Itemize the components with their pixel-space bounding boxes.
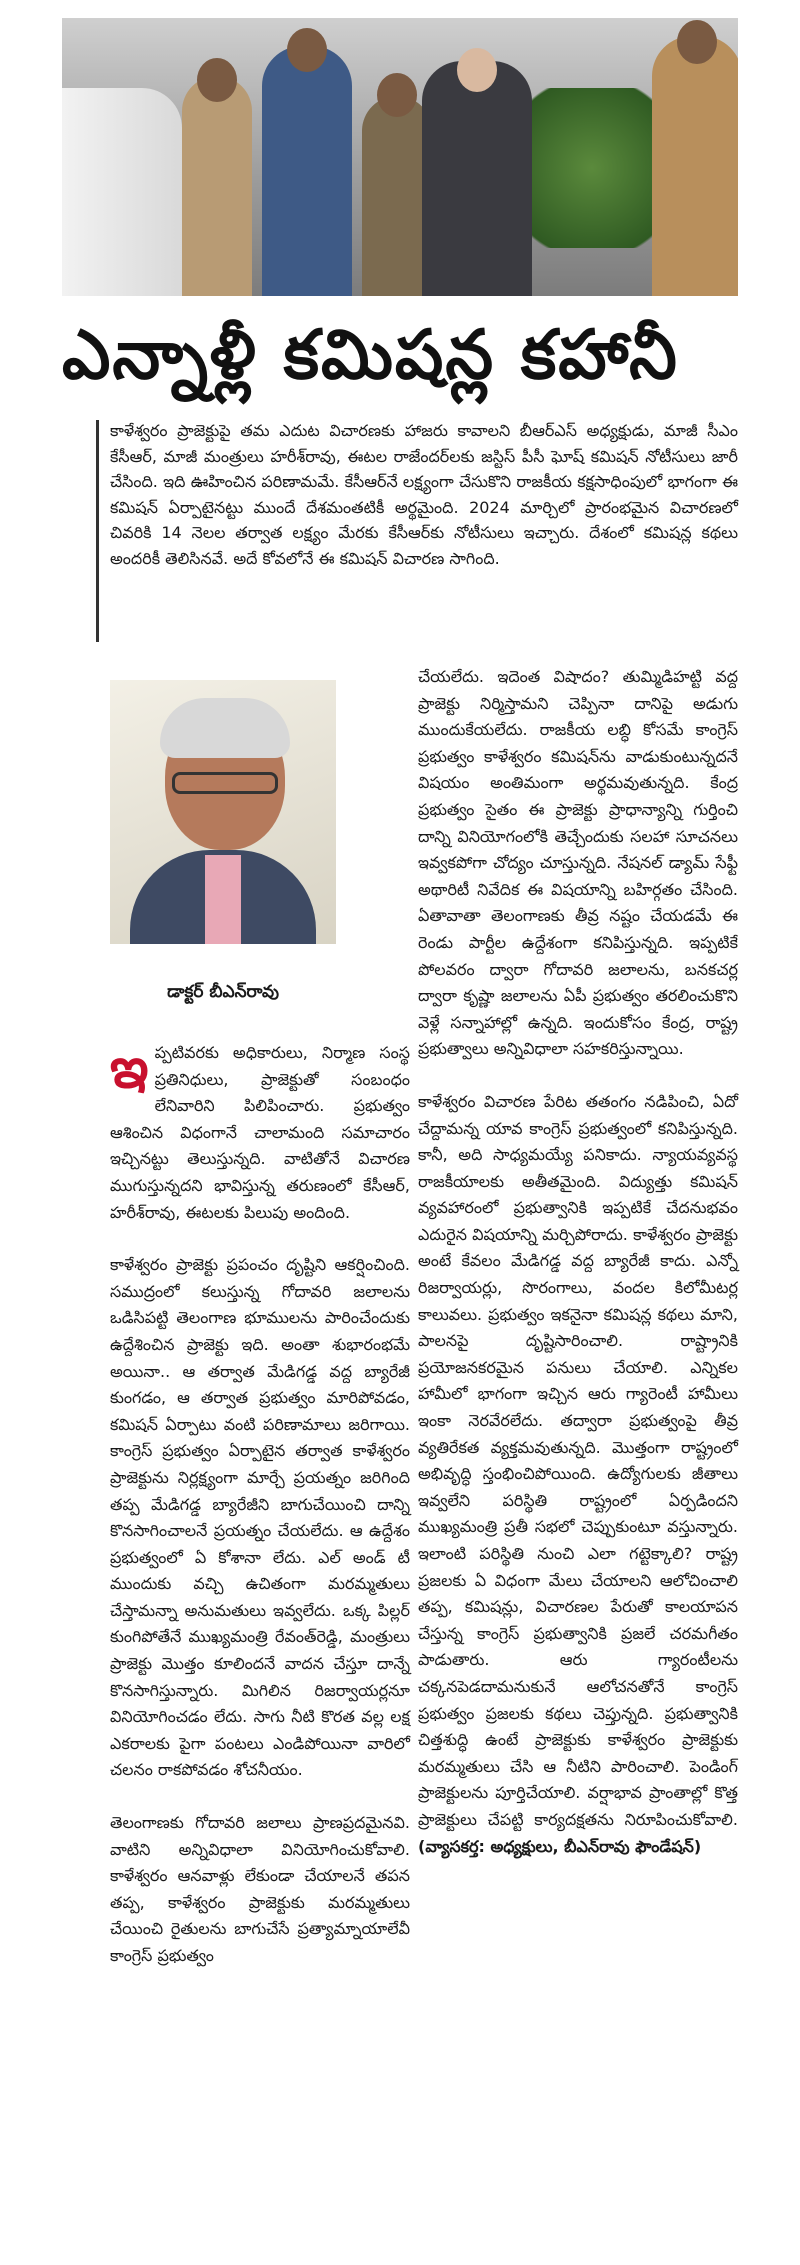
article-column-left [110, 1036, 410, 2250]
article-column-right [418, 664, 738, 2249]
news-photo-officials-walking [62, 18, 738, 296]
intro-rule [96, 420, 99, 642]
person-shape [262, 46, 352, 296]
head-shape [197, 58, 237, 102]
paragraph-text: కాళేశ్వరం విచారణ పేరిట తతంగం నడిపించి, ఏదో చేద్దామన్న యావ కాంగ్రెస్ ప్రభుత్వంలో కనిపిస్తున్నది. కానీ, అది సాధ్యమయ్యే పనికాదు. న్యాయవ్యవస్థ రాజకీయాలకు అతీతమైంది. విద్యుత్తు కమిషన్ వ్యవహారంలో ప్రభుత్వానికి ఇప్పటికే చేదనుభవం ఎదురైన విషయాన్ని మర్చిపోరాదు. కాళేశ్వరం ప్రాజెక్టు అంటే కేవలం మేడిగడ్డ వద్ద బ్యారేజీ కాదు. ఎన్నో రిజర్వాయర్లు, సొరంగాలు, వందల కిలోమీటర్ల కాలువలు. ప్రభుత్వం ఇకనైనా కమిషన్ల కథలు మాని, పాలనపై దృష్టిసారించాలి. రాష్ట్రానికి ప్రయోజనకరమైన పనులు చేయాలి. ఎన్నికల హామీలో భాగంగా ఇచ్చిన ఆరు గ్యారెంటీ హామీలు ఇంకా నెరవేరలేదు. తద్వారా ప్రభుత్వంపై తీవ్ర వ్యతిరేకత వ్యక్తమవుతున్నది. మొత్తంగా రాష్ట్రంలో అభివృద్ధి స్తంభించిపోయింది. ఉద్యోగులకు జీతాలు ఇవ్వలేని పరిస్థితి రాష్ట్రంలో ఏర్పడిందని ముఖ్యమంత్రి ప్రతీ సభలో చెప్పుకుంటూ వస్తున్నారు. ఇలాంటి పరిస్థితి నుంచి ఎలా గట్టెక్కాలి? రాష్ట్ర ప్రజలకు ఏ విధంగా మేలు చేయాలని ఆలోచించాలి తప్ప, కమిషన్లు, విచారణల పేరుతో కాలయాపన చేస్తున్న కాంగ్రెస్ ప్రభుత్వానికి ప్రజలే చరమగీతం పాడుతారు. ఆరు గ్యారంటీలను చక్కనపెడదామనుకునే ఆలోచనతోనే కాంగ్రెస్ ప్రభుత్వం ప్రజలకు కథలు చెప్తున్నది. ప్రభుత్వానికి చిత్తశుద్ధి ఉంటే ప్రాజెక్టుకు కాళేశ్వరం ప్రాజెక్టుకు మరమ్మతులు చేసి ఆ నీటిని పారించాలి. పెండింగ్ ప్రాజెక్టులను పూర్తిచేయాలి. వర్షాభావ ప్రాంతాల్లో కొత్త ప్రాజెక్టులు చేపట్టి కార్యదక్షతను నిరూపించుకోవాలి. [418, 1091, 738, 1829]
drop-cap: ఇ [110, 1036, 149, 1101]
hair-shape [160, 698, 290, 758]
article-intro: కాళేశ్వరం ప్రాజెక్టుపై తమ ఎదుట విచారణకు హాజరు కావాలని బీఆర్‌ఎస్ అధ్యక్షుడు, మాజీ సీఎం కేసీఆర్, మాజీ మంత్రులు హరీశ్‌రావు, ఈటల రాజేందర్‌లకు జస్టిస్ పీసీ ఘోష్ కమిషన్ నోటీసులు జారీ చేసింది. ఇది ఊహించిన పరిణామమే. కేసీఆర్‌నే లక్ష్యంగా చేసుకొని రాజకీయ కక్షసాధింపులో భాగంగా ఈ కమిషన్ ఏర్పాటైనట్టు ముందే దేశమంతటికీ అర్థమైంది. 2024 మార్చిలో ప్రారంభమైన విచారణలో చివరికి 14 నెలల తర్వాత లక్ష్యం మేరకు కేసీఆర్‌కు నోటీసులు ఇచ్చారు. దేశంలో కమిషన్ల కథలు అందరికీ తెలిసినవే. అదే కోవలోనే ఈ కమిషన్ విచారణ సాగింది. [110, 421, 738, 568]
author-portrait [110, 680, 336, 944]
paragraph: కాళేశ్వరం ప్రాజెక్టు ప్రపంచం దృష్టిని ఆకర్షించింది. సముద్రంలో కలుస్తున్న గోదావరి జలాలను ఒడిసిపట్టి తెలంగాణ భూములను పారించేందుకు ఉద్దేశించిన ప్రాజెక్టు ఇది. అంతా శుభారంభమే అయినా.. ఆ తర్వాత మేడిగడ్డ వద్ద బ్యారేజీ కుంగడం, ఆ తర్వాత ప్రభుత్వం మారిపోవడం, కమిషన్ ఏర్పాటు వంటి పరిణామాలు జరిగాయి. కాంగ్రెస్ ప్రభుత్వం ఏర్పాటైన తర్వాత కాళేశ్వరం ప్రాజెక్టును నిర్లక్ష్యంగా మార్చే ప్రయత్నం జరిగింది తప్ప మేడిగడ్డ బ్యారేజీని బాగుచేయించి దాన్ని కొనసాగించాలనే ప్రయత్నం చేయలేదు. ఆ ఉద్దేశం ప్రభుత్వంలో ఏ కోశానా లేదు. ఎల్ అండ్ టీ ముందుకు వచ్చి ఉచితంగా మరమ్మతులు చేస్తామన్నా అనుమతులు ఇవ్వలేదు. ఒక్క పిల్లర్ కుంగిపోతేనే ముఖ్యమంత్రి రేవంత్‌రెడ్డి, మంత్రులు ప్రాజెక్టు మొత్తం కూలిందనే వాదన చేస్తూ దాన్నే కొనసాగిస్తున్నారు. మిగిలిన రిజర్వాయర్లనూ వినియోగించడం లేదు. సాగు నీటి కొరత వల్ల లక్ష ఎకరాలకు పైగా పంటలు ఎండిపోయినా వారిలో చలనం రాకపోవడం శోచనీయం. [110, 1255, 410, 1780]
paragraph [110, 1036, 410, 1226]
paragraph: చేయలేదు. ఇదెంత విషాదం? తుమ్మిడిహట్టి వద్ద ప్రాజెక్టు నిర్మిస్తామని చెప్పినా దానిపై అడుగు ముందుకేయలేదు. రాజకీయ లబ్ధి కోసమే కాంగ్రెస్ ప్రభుత్వం కాళేశ్వరం కమిషన్‌ను వాడుకుంటున్నదనే విషయం అంతిమంగా అర్థమవుతున్నది. కేంద్ర ప్రభుత్వం సైతం ఈ ప్రాజెక్టు ప్రాధాన్యాన్ని గుర్తించి దాన్ని వినియోగంలోకి తెచ్చేందుకు సలహా సూచనలు ఇవ్వకపోగా చోద్యం చూస్తున్నది. నేషనల్ డ్యామ్ సేఫ్టీ అథారిటీ నివేదిక ఈ విషయాన్ని బహిర్గతం చేసింది. ఏతావాతా తెలంగాణకు తీవ్ర నష్టం చేయడమే ఈ రెండు పార్టీల ఉద్దేశంగా కనిపిస్తున్నది. ఇప్పటికే పోలవరం ద్వారా గోదావరి జలాలను, బనకచర్ల ద్వారా కృష్ణా జలాలను ఏపీ ప్రభుత్వం తరలించుకొని వెళ్లే సన్నాహాల్లో ఉన్నది. ఇందుకోసం కేంద్ర, రాష్ట్ర ప్రభుత్వాలు అన్నివిధాలా సహకరిస్తున్నాయి. [418, 667, 738, 1059]
paragraph: తెలంగాణకు గోదావరి జలాలు ప్రాణప్రదమైనవి. వాటిని అన్నివిధాలా వినియోగించుకోవాలి. కాళేశ్వరం ఆనవాళ్లు లేకుండా చేయాలనే తపన తప్ప, కాళేశ్వరం ప్రాజెక్టుకు మరమ్మతులు చేయించి రైతులను బాగుచేసే ప్రత్యామ్నాయాలేవీ కాంగ్రెస్ ప్రభుత్వం [110, 1813, 410, 1965]
paragraph [418, 1089, 738, 1860]
person-shape [652, 36, 738, 296]
shirt-shape [205, 855, 241, 944]
head-shape [377, 73, 417, 117]
person-shape [422, 61, 532, 296]
glasses-shape [172, 772, 278, 794]
article-headline: ఎన్నాళ్లీ కమిషన్ల కహానీ [62, 316, 679, 395]
author-signature: (వ్యాసకర్త: అధ్యక్షులు, బీఎన్‌రావు ఫౌండేషన్) [418, 1836, 702, 1856]
car-shape [62, 88, 182, 296]
author-byline: డాక్టర్ బీఎన్‌రావు [167, 982, 279, 1002]
head-shape [287, 28, 327, 72]
head-shape [457, 48, 497, 92]
head-shape [677, 20, 717, 64]
person-shape [182, 76, 252, 296]
paragraph-text: ప్పటివరకు అధికారులు, నిర్మాణ సంస్థ ప్రతినిధులు, ప్రాజెక్టుతో సంబంధం లేనివారిని పిలిపించారు. ప్రభుత్వం ఆశించిన విధంగానే చాలామంది సమాచారం ఇచ్చినట్టు తెలుస్తున్నది. వాటితోనే విచారణ ముగుస్తున్నదని భావిస్తున్న తరుణంలో కేసీఆర్, హరీశ్‌రావు, ఈటలకు పిలుపు అందింది. [110, 1043, 410, 1222]
